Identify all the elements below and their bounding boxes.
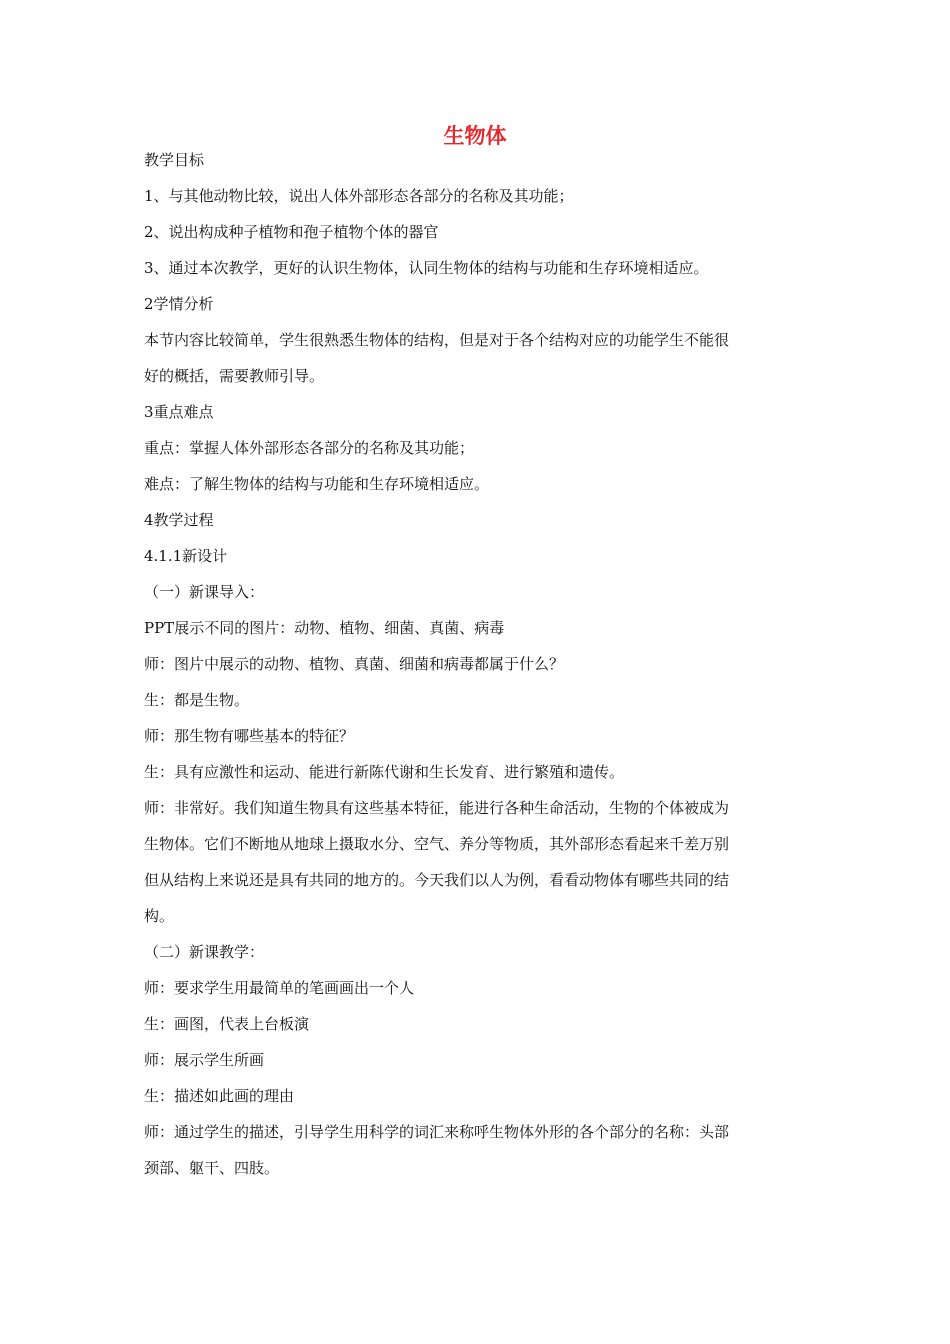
paragraph: 难点：了解生物体的结构与功能和生存环境相适应。 xyxy=(144,475,490,493)
section-heading: 4教学过程 xyxy=(144,511,214,529)
document-title: 生物体 xyxy=(443,124,507,148)
paragraph: 但从结构上来说还是具有共同的地方的。今天我们以人为例，看看动物体有哪些共同的结 xyxy=(144,871,730,889)
dialogue-line: 生：具有应激性和运动、能进行新陈代谢和生长发育、进行繁殖和遗传。 xyxy=(144,763,625,781)
dialogue-line: 师：要求学生用最简单的笔画画出一个人 xyxy=(144,979,415,997)
paragraph: 生物体。它们不断地从地球上摄取水分、空气、养分等物质，其外部形态看起来千差万别 xyxy=(144,835,730,853)
paragraph: 3、通过本次教学，更好的认识生物体，认同生物体的结构与功能和生存环境相适应。 xyxy=(144,259,709,277)
paragraph: 颈部、躯干、四肢。 xyxy=(144,1159,280,1177)
subsection-heading: （二）新课教学： xyxy=(144,943,265,961)
dialogue-line: 生：描述如此画的理由 xyxy=(144,1087,295,1105)
paragraph: 1、与其他动物比较，说出人体外部形态各部分的名称及其功能； xyxy=(144,187,574,205)
subsection-heading: 4.1.1新设计 xyxy=(144,547,228,565)
section-heading: 2学情分析 xyxy=(144,295,214,313)
dialogue-line: 师：非常好。我们知道生物具有这些基本特征，能进行各种生命活动，生物的个体被成为 xyxy=(144,799,730,817)
document-body xyxy=(144,148,808,1192)
dialogue-line: 师：图片中展示的动物、植物、真菌、细菌和病毒都属于什么？ xyxy=(144,655,565,673)
subsection-heading: （一）新课导入： xyxy=(144,583,265,601)
dialogue-line: 师：展示学生所画 xyxy=(144,1051,265,1069)
dialogue-line: 师：通过学生的描述，引导学生用科学的词汇来称呼生物体外形的各个部分的名称：头部 xyxy=(144,1123,730,1141)
section-heading: 3重点难点 xyxy=(144,403,214,421)
paragraph: 重点：掌握人体外部形态各部分的名称及其功能； xyxy=(144,439,475,457)
dialogue-line: 师：那生物有哪些基本的特征？ xyxy=(144,727,355,745)
paragraph: 构。 xyxy=(144,907,175,925)
paragraph: PPT展示不同的图片：动物、植物、细菌、真菌、病毒 xyxy=(144,619,505,637)
section-heading: 教学目标 xyxy=(144,151,205,169)
dialogue-line: 生：都是生物。 xyxy=(144,691,250,709)
paragraph: 本节内容比较简单，学生很熟悉生物体的结构，但是对于各个结构对应的功能学生不能很 xyxy=(144,331,730,349)
paragraph: 2、说出构成种子植物和孢子植物个体的器官 xyxy=(144,223,439,241)
dialogue-line: 生：画图，代表上台板演 xyxy=(144,1015,310,1033)
paragraph: 好的概括，需要教师引导。 xyxy=(144,367,325,385)
